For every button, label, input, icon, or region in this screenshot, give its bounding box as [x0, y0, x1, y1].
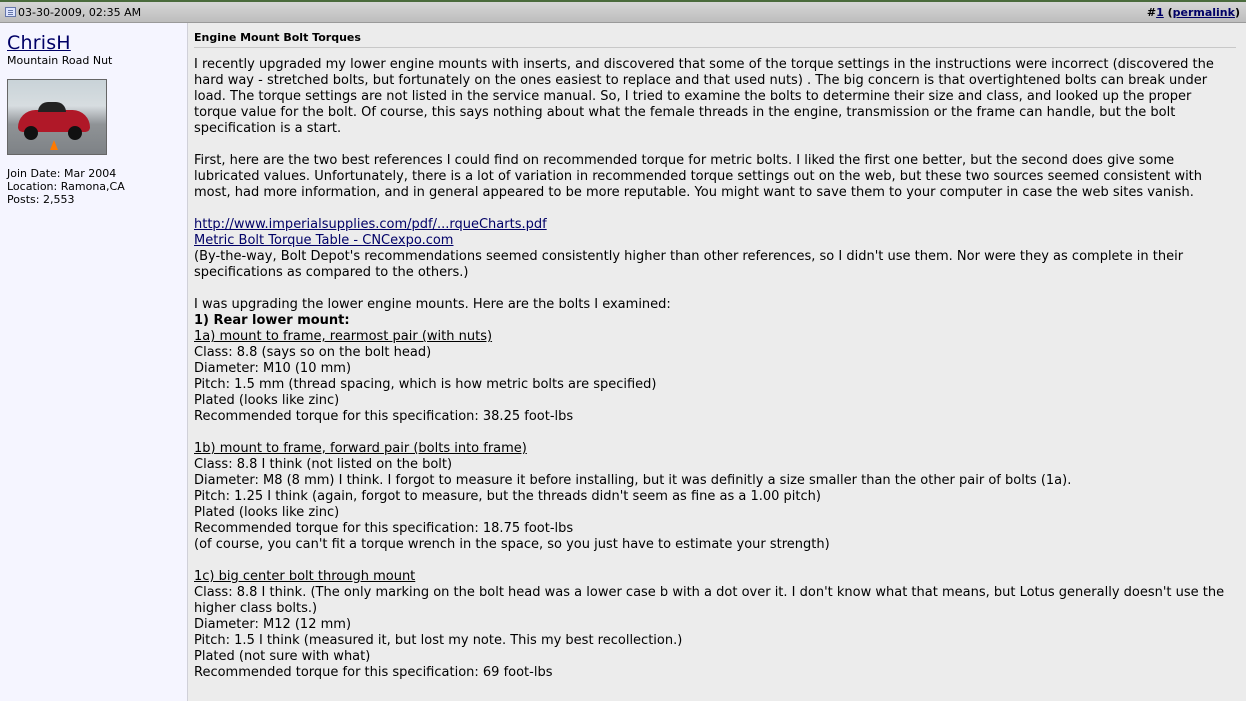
user-location: Location: Ramona,CA — [7, 180, 125, 193]
subsection-1c-line: Pitch: 1.5 I think (measured it, but lost my note. This my best recollection.) — [194, 633, 683, 648]
subsection-1a-line: Diameter: M10 (10 mm) — [194, 361, 352, 376]
subsection-1a-title: 1a) mount to frame, rearmost pair (with nuts) — [194, 329, 493, 344]
post-header-bar — [0, 2, 1246, 23]
subsection-1b-title: 1b) mount to frame, forward pair (bolts into frame) — [194, 441, 527, 456]
avatar[interactable] — [7, 79, 107, 155]
subsection-1b-line: Recommended torque for this specification: 18.75 foot-lbs — [194, 521, 574, 536]
post-number-link[interactable]: 1 — [1156, 6, 1164, 19]
subsection-1c-line: Plated (not sure with what) — [194, 649, 371, 664]
subsection-1b-line: (of course, you can't fit a torque wrench in the space, so you just have to estimate your strength) — [194, 537, 830, 552]
subsection-1a-line: Plated (looks like zinc) — [194, 393, 340, 408]
user-info — [7, 167, 125, 206]
avatar-wheel-front — [24, 126, 38, 140]
post-date: 03-30-2009, 02:35 AM — [18, 6, 142, 19]
subsection-1b-line: Class: 8.8 I think (not listed on the bolt) — [194, 457, 453, 472]
post-icon — [5, 7, 16, 17]
bolts-intro: I was upgrading the lower engine mounts. Here are the bolts I examined: — [194, 297, 671, 312]
paragraph-references: First, here are the two best references I could find on recommended torque for metric bolts. I liked the first one better, but the second does give some lubricated values. Unfortunately, there is a lot of variation in recommended torque settings out on the web, but these two sources seemed consistent with most, had more information, and in general appeared to be more reputable. You might want to save them to your computer in case the web sites vanish. — [194, 153, 1203, 200]
subsection-1a-line: Class: 8.8 (says so on the bolt head) — [194, 345, 432, 360]
subsection-1c-line: Diameter: M12 (12 mm) — [194, 617, 352, 632]
subsection-1c-line: Class: 8.8 I think. (The only marking on the bolt head was a lower case b with a dot over it. I don't know what that means, but Lotus generally doesn't use the higher class bolts.) — [194, 585, 1225, 616]
post-number-area: #1 (permalink) — [1146, 6, 1240, 19]
avatar-wheel-rear — [68, 126, 82, 140]
permalink-link[interactable]: permalink — [1172, 6, 1235, 19]
post-count: Posts: 2,553 — [7, 193, 75, 206]
paragraph-intro: I recently upgraded my lower engine mounts with inserts, and discovered that some of the torque settings in the instructions were incorrect (discovered the hard way - stretched bolts, but fortunately on the ones easiest to replace and that used nuts) . The big concern is that overtightened bolts can break under load. The torque settings are not listed in the service manual. So, I tried to examine the bolts to determine their size and class, and looked up the proper torque value for the bolt. Of course, this says nothing about what the female threads in the engine, transmission or the frame can handle, but the bolt specification is a start. — [194, 57, 1214, 136]
subsection-1a-line: Pitch: 1.5 mm (thread spacing, which is how metric bolts are specified) — [194, 377, 657, 392]
post-body — [194, 57, 1238, 681]
avatar-cone — [50, 140, 58, 150]
subsection-1a-line: Recommended torque for this specification: 38.25 foot-lbs — [194, 409, 574, 424]
subsection-1b-line: Diameter: M8 (8 mm) I think. I forgot to measure it before installing, but it was definitly a size smaller than the other pair of bolts (1a). — [194, 473, 1072, 488]
cncexpo-link[interactable]: Metric Bolt Torque Table - CNCexpo.com — [194, 233, 454, 248]
subsection-1b-line: Plated (looks like zinc) — [194, 505, 340, 520]
post-title: Engine Mount Bolt Torques — [194, 31, 361, 44]
user-title: Mountain Road Nut — [7, 54, 113, 67]
imperial-supplies-link[interactable]: http://www.imperialsupplies.com/pdf/...rqueCharts.pdf — [194, 217, 547, 232]
subsection-1c-title: 1c) big center bolt through mount — [194, 569, 416, 584]
user-sidebar — [0, 23, 188, 701]
section-rear-lower-mount: 1) Rear lower mount: — [194, 313, 350, 328]
subsection-1c-line: Recommended torque for this specification: 69 foot-lbs — [194, 665, 553, 680]
post-content — [188, 23, 1246, 701]
subsection-1b-line: Pitch: 1.25 I think (again, forgot to measure, but the threads didn't seem as fine as a 1.00 pitch) — [194, 489, 821, 504]
join-date: Join Date: Mar 2004 — [7, 167, 117, 180]
username-link[interactable]: ChrisH — [7, 32, 71, 54]
paragraph-bolt-depot: (By-the-way, Bolt Depot's recommendations seemed consistently higher than other references, so I didn't use them. Nor were they as complete in their specifications as compared to the others.) — [194, 249, 1184, 280]
title-divider — [194, 47, 1236, 48]
